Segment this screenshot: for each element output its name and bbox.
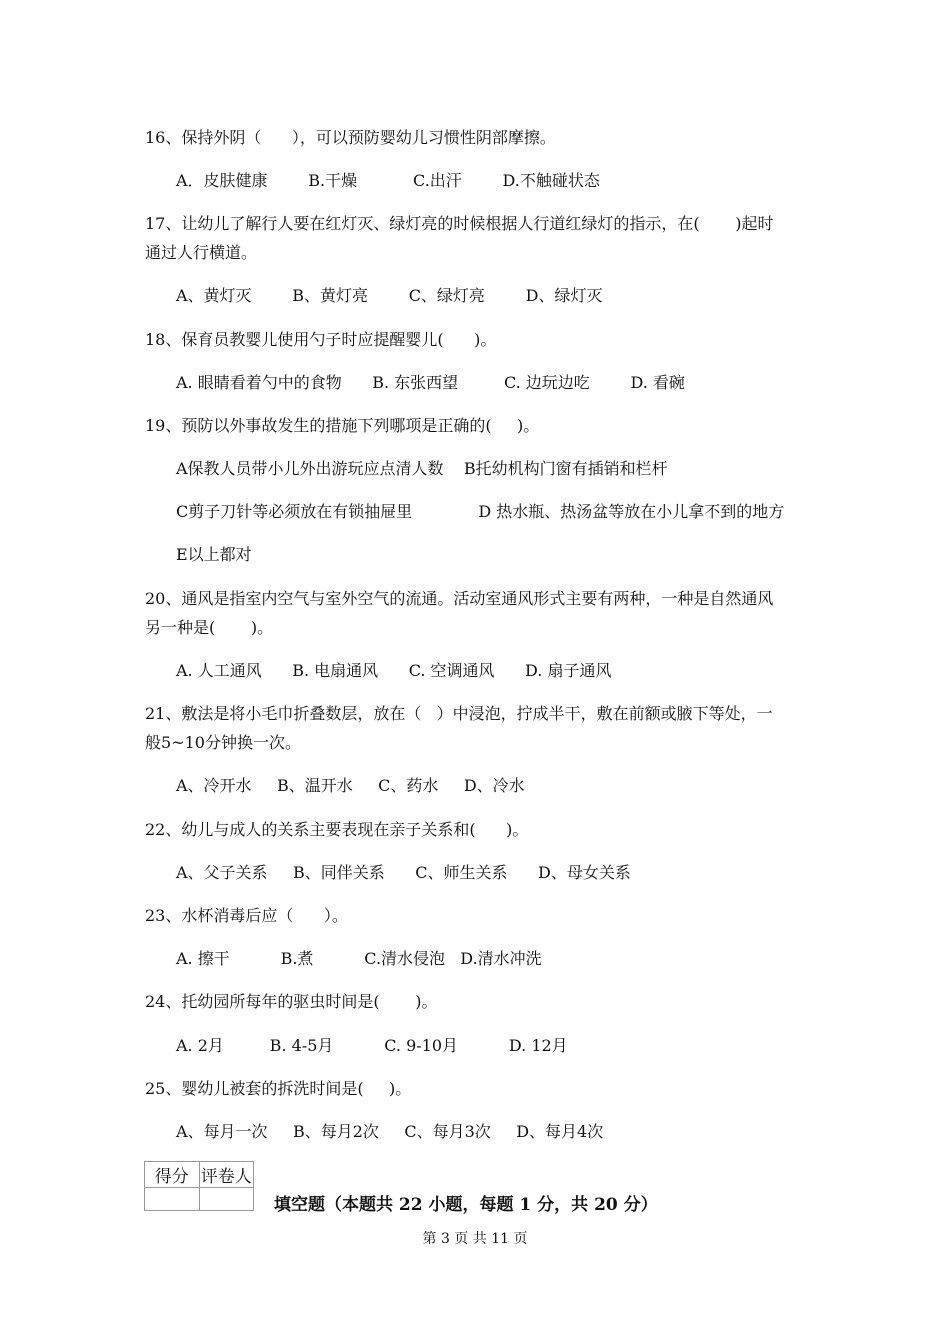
question-stem: 通过人行横道。: [145, 243, 258, 262]
answer-options: A. 眼睛看着勺中的食物 B. 东张西望 C. 边玩边吃 D. 看碗: [176, 373, 685, 392]
question-stem: 24、托幼园所每年的驱虫时间是( )。: [145, 992, 438, 1011]
question-stem: 23、水杯消毒后应（ ）。: [145, 906, 348, 925]
question-stem: 另一种是( )。: [145, 618, 274, 637]
answer-options: E以上都对: [176, 545, 252, 564]
section-title: 填空题（本题共 22 小题，每题 1 分，共 20 分）: [274, 1195, 658, 1215]
question-stem: 般5~10分钟换一次。: [145, 733, 301, 752]
answer-options: A. 人工通风 B. 电扇通风 C. 空调通风 D. 扇子通风: [176, 661, 612, 680]
answer-options: A、父子关系 B、同伴关系 C、师生关系 D、母女关系: [176, 863, 631, 882]
question-stem: 16、保持外阴（ ），可以预防婴幼儿习惯性阴部摩擦。: [145, 128, 556, 147]
answer-options: A. 2月 B. 4-5月 C. 9-10月 D. 12月: [176, 1036, 568, 1055]
grader-cell: [199, 1188, 254, 1211]
answer-options: A．皮肤健康 B.干燥 C.出汗 D.不触碰状态: [176, 171, 600, 190]
answer-options: A、冷开水 B、温开水 C、药水 D、冷水: [176, 776, 525, 795]
question-stem: 20、通风是指室内空气与室外空气的流通。活动室通风形式主要有两种，一种是自然通风: [145, 589, 774, 608]
question-stem: 19、预防以外事故发生的措施下列哪项是正确的( )。: [145, 416, 540, 435]
answer-options: A、黄灯灭 B、黄灯亮 C、绿灯亮 D、绿灯灭: [176, 286, 603, 305]
page-footer: 第 3 页 共 11 页: [422, 1231, 528, 1247]
question-stem: 18、保育员教婴儿使用勺子时应提醒婴儿( )。: [145, 330, 497, 349]
answer-options: A. 擦干 B.煮 C.清水侵泡 D.清水冲洗: [176, 949, 542, 968]
answer-options: C剪子刀针等必须放在有锁抽屉里 D 热水瓶、热汤盆等放在小儿拿不到的地方: [176, 502, 785, 521]
question-stem: 22、幼儿与成人的关系主要表现在亲子关系和( )。: [145, 820, 529, 839]
score-header: 得分: [145, 1162, 200, 1188]
question-stem: 17、让幼儿了解行人要在红灯灭、绿灯亮的时候根据人行道红绿灯的指示，在( )起时: [145, 214, 774, 233]
score-cell: [145, 1188, 200, 1211]
grader-header: 评卷人: [199, 1162, 254, 1188]
answer-options: A、每月一次 B、每月2次 C、每月3次 D、每月4次: [176, 1122, 604, 1141]
score-box: [144, 1161, 254, 1211]
answer-options: A保教人员带小儿外出游玩应点清人数 B托幼机构门窗有插销和栏杆: [176, 459, 668, 478]
question-stem: 21、敷法是将小毛巾折叠数层，放在（ ）中浸泡，拧成半干，敷在前额或腋下等处，一: [145, 704, 773, 723]
question-stem: 25、婴幼儿被套的拆洗时间是( )。: [145, 1079, 412, 1098]
